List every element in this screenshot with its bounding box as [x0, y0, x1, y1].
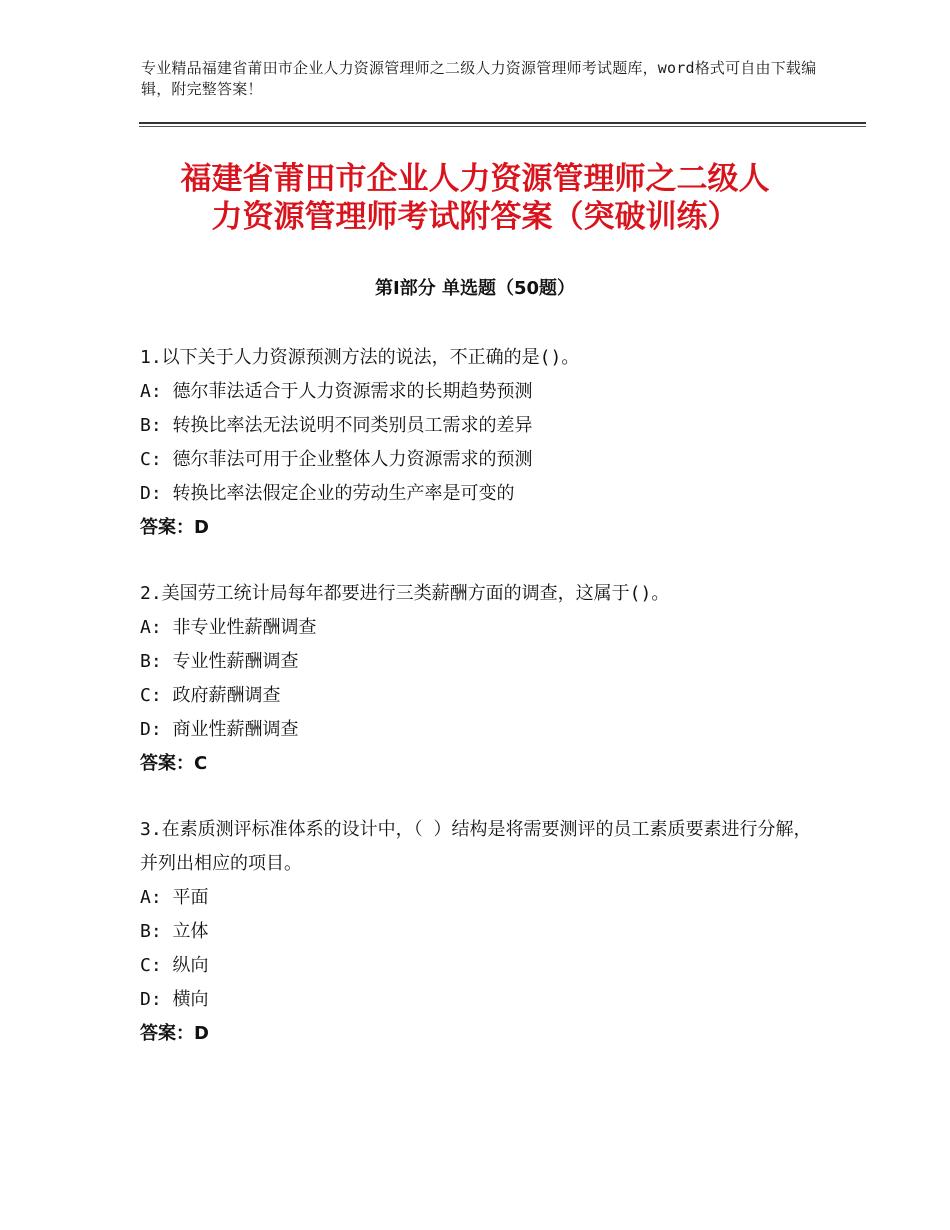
- question-2: [140, 577, 820, 781]
- header-rule-thin: [139, 126, 866, 127]
- option-b: B: 立体: [140, 921, 209, 942]
- header-note: 专业精品福建省莆田市企业人力资源管理师之二级人力资源管理师考试题库，word格式可自由下载编辑，附完整答案！: [141, 59, 817, 98]
- option-a: A: 非专业性薪酬调查: [140, 617, 317, 638]
- section-heading: 第Ⅰ部分 单选题（50题）: [374, 278, 575, 299]
- answer: 答案：D: [140, 1023, 209, 1044]
- answer: 答案：D: [140, 517, 209, 538]
- question-stem: 1.以下关于人力资源预测方法的说法，不正确的是()。: [140, 347, 580, 368]
- option-d: D: 横向: [140, 989, 209, 1010]
- document-title: [100, 160, 850, 236]
- question-stem: 2.美国劳工统计局每年都要进行三类薪酬方面的调查，这属于()。: [140, 583, 670, 604]
- option-a: A: 德尔菲法适合于人力资源需求的长期趋势预测: [140, 381, 533, 402]
- question-stem: 3.在素质测评标准体系的设计中，（ ）结构是将需要测评的员工素质要素进行分解，并列出相应的项目。: [140, 819, 812, 874]
- question-1: [140, 341, 820, 545]
- question-list: [140, 341, 820, 1083]
- option-b: B: 专业性薪酬调查: [140, 651, 299, 672]
- option-b: B: 转换比率法无法说明不同类别员工需求的差异: [140, 415, 533, 436]
- option-d: D: 转换比率法假定企业的劳动生产率是可变的: [140, 483, 515, 504]
- question-3: [140, 813, 820, 1051]
- option-c: C: 政府薪酬调查: [140, 685, 281, 706]
- option-c: C: 德尔菲法可用于企业整体人力资源需求的预测: [140, 449, 533, 470]
- option-d: D: 商业性薪酬调查: [140, 719, 299, 740]
- title-line-1: 福建省莆田市企业人力资源管理师之二级人: [180, 161, 770, 197]
- header-rule-thick: [139, 122, 866, 124]
- option-a: A: 平面: [140, 887, 209, 908]
- answer: 答案：C: [140, 753, 208, 774]
- title-line-2: 力资源管理师考试附答案（突破训练）: [211, 199, 739, 235]
- option-c: C: 纵向: [140, 955, 209, 976]
